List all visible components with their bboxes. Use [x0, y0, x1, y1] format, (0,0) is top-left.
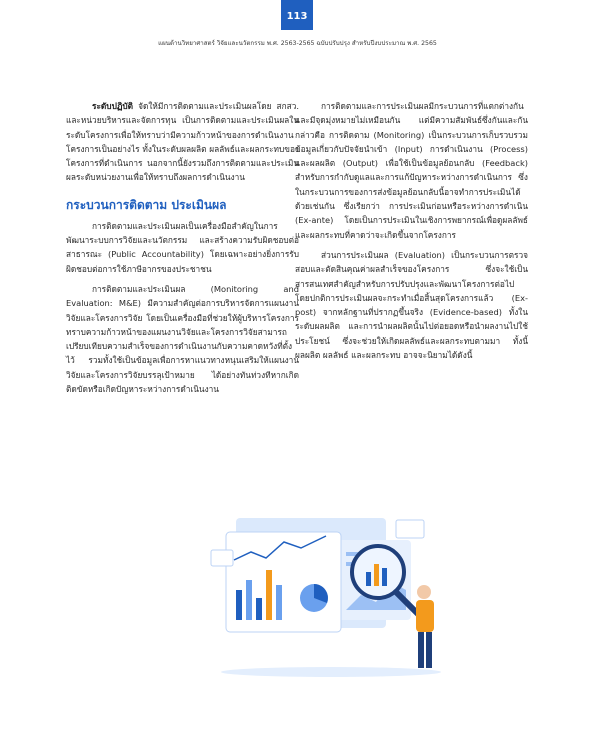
analytics-illustration — [206, 510, 456, 680]
person-body — [416, 600, 434, 632]
paragraph-monitoring: การติดตามและการประเมินผลมีกระบวนการที่แตกต่างกันและมีจุดมุ่งหมายไม่เหมือนกัน แต่มีความสัมพันธ์ซึ่งกันและกัน กล่าวคือ การติดตาม (Monitoring) เป็นกระบวนการเก็บรวบรวมข้อมูลเกี่ยวกับปัจจัยนำเข้า (Input) การดำเนินงาน (Process) และผลผลิต (Output) เพื่อใช้เป็นข้อมูลย้อนกลับ (Feedback) สำหรับการกำกับดูแลและการแก้ปัญหาระหว่างการดำเนินการ ซึ่งในกระบวนการของการส่งข้อมูลย้อนกลับนี้อาจทำการประเมินได้ด้วยเช่นกัน ซึ่งเรียกว่า การประเมินก่อนหรือระหว่างการดำเนิน (Ex-ante) โดยเป็นการประเมินในเชิงการพยากรณ์เพื่อดูผลลัพธ์และผลกระทบที่คาดว่าจะเกิดขึ้นจากโครงการ — [295, 101, 528, 240]
ground-shadow — [221, 667, 441, 677]
dashboard-bar — [266, 570, 272, 620]
magnifier-bar — [374, 564, 379, 586]
running-header: แผนด้านวิทยาศาสตร์ วิจัยและนวัตกรรม พ.ศ. 2563-2565 ฉบับปรับปรุง สำหรับปีงบประมาณ พ.ศ. 2565 — [158, 40, 437, 47]
floating-card — [396, 520, 424, 538]
person-head — [417, 585, 431, 599]
paragraph-practice-level — [66, 99, 299, 185]
practice-level-text: จัดให้มีการติดตามและประเมินผลโดย สกสว. และหน่วยบริหารและจัดการทุน เป็นการติดตามและประเมินผลในระดับโครงการเพื่อให้ทราบว่ามีความก้าวหน้าของการดำเนินงานโครงการเป็นอย่างไร ทั้งในระดับผลผลิต ผลลัพธ์และผลกระทบของโครงการที่ดำเนินการ นอกจากนี้ยังรวมถึงการติดตามและประเมินผลระดับหน่วยงานเพื่อให้ทราบถึงผลการดำเนินงาน — [66, 101, 299, 183]
left-column — [66, 99, 299, 396]
illustration-dashboard — [226, 532, 341, 632]
dashboard-bar — [256, 598, 262, 620]
dashboard-bar — [246, 580, 252, 620]
right-column — [295, 99, 528, 362]
paragraph-evaluation: ส่วนการประเมินผล (Evaluation) เป็นกระบวนการตรวจสอบและตัดสินคุณค่าผลสำเร็จของโครงการ ซึ่งจะใช้เป็นสารสนเทศสำคัญสำหรับการปรับปรุงและพัฒนาโครงการต่อไป โดยปกติการประเมินผลจะกระทำเมื่อสิ้นสุดโครงการแล้ว (Ex-post) จากหลักฐานที่ปรากฏขึ้นจริง (Evidence-based) ทั้งในระดับผลผลิต และการนำผลผลิตนั้นไปต่อยอดหรือนำผลงานไปใช้ประโยชน์ ซึ่งจะช่วยให้เกิดผลลัพธ์และผลกระทบตามมา ทั้งนี้ ผลผลิต ผลลัพธ์ และผลกระทบ อาจจะนิยามได้ดังนี้ — [295, 249, 528, 361]
person-legs — [418, 632, 424, 668]
magnifier-bar — [382, 568, 387, 586]
dashboard-bar — [276, 585, 282, 620]
person-legs — [426, 632, 432, 668]
floating-card — [211, 550, 233, 566]
dashboard-bar — [236, 590, 242, 620]
practice-level-lead: ระดับปฏิบัติ — [92, 101, 134, 111]
magnifier-bar — [366, 572, 371, 586]
page-number-badge: 113 — [281, 0, 313, 30]
paragraph-m-and-e: การติดตามและประเมินผล (Monitoring and Evaluation: M&E) มีความสำคัญต่อการบริหารจัดการแผนงานวิจัยและโครงการวิจัย โดยเป็นเครื่องมือที่ช่วยให้ผู้บริหารโครงการทราบความก้าวหน้าของแผนงานวิจัยและโครงการวิจัยสามารถเปรียบเทียบความสำเร็จของการดำเนินงานกับความคาดหวังที่ตั้งไว้ รวมทั้งใช้เป็นข้อมูลเพื่อการหาแนวทางหนุนเสริมให้แผนงานวิจัยและโครงการวิจัยบรรลุเป้าหมาย ได้อย่างทันท่วงทีหากเกิดติดขัดหรือเกิดปัญหาระหว่างการดำเนินงาน — [66, 283, 299, 395]
paragraph-importance: การติดตามและประเมินผลเป็นเครื่องมือสำคัญในการพัฒนาระบบการวิจัยและนวัตกรรม และสร้างความรับผิดชอบต่อสาธารณะ (Public Accountability) โดยเฉพาะอย่างยิ่งการรับผิดชอบต่อการใช้ภาษีอากรของประชาชน — [66, 220, 299, 274]
section-heading: กระบวนการติดตาม ประเมินผล — [66, 197, 227, 212]
